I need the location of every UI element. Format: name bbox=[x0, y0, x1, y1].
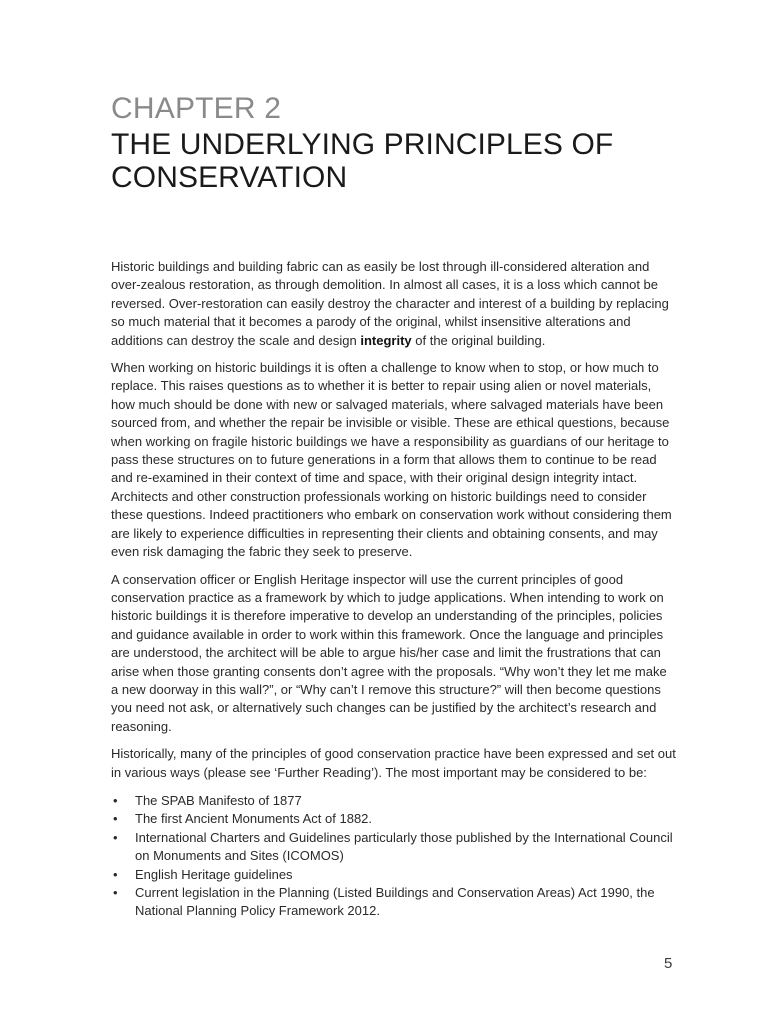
bullet-icon: • bbox=[113, 866, 118, 882]
list-item bbox=[111, 829, 677, 866]
paragraph-framework: A conservation officer or English Heritage inspector will use the current principles of good conservation practice as a framework by which to judge applications. When intending to work on historic buildings it is therefore imperative to develop an understanding of the principles, policies and guidance available in order to work within this framework. Once the language and principles are understood, the architect will be able to argue his/her case and limit the frustrations that can arise when those granting consents don’t agree with the proposals. “Why won’t they let me make a new doorway in this wall?”, or “Why can’t I remove this structure?” will then become questions you need not ask, or alternatively such changes can be justified by the architect’s research and reasoning. bbox=[111, 571, 667, 734]
list-item bbox=[111, 866, 677, 884]
chapter-title bbox=[111, 128, 677, 194]
paragraph-intro-text: Historic buildings and building fabric can as easily be lost through ill-considered alteration and over-zealous restoration, as through demolition. In almost all cases, it is a loss which cannot be reversed. Over-restoration can easily destroy the character and interest of a building by replacing so much material that it becomes a parody of the original, whilst insensitive alterations and additions can destroy the scale and design bbox=[111, 259, 669, 348]
list-item-text: The first Ancient Monuments Act of 1882. bbox=[135, 811, 373, 827]
list-item bbox=[111, 884, 677, 921]
list-item bbox=[111, 792, 677, 810]
chapter-title-line-2: CONSERVATION bbox=[111, 161, 348, 194]
bullet-icon: • bbox=[113, 792, 118, 808]
list-item bbox=[111, 810, 677, 828]
list-item-text: Current legislation in the Planning (Listed Buildings and Conservation Areas) Act 1990, the National Planning Policy Framework 2012. bbox=[135, 885, 655, 919]
body-text bbox=[111, 258, 677, 921]
principles-list bbox=[111, 792, 677, 921]
bullet-icon: • bbox=[113, 885, 118, 900]
paragraph-intro bbox=[111, 258, 677, 350]
list-item-text: International Charters and Guidelines particularly those published by the International Council on Monuments and Sites (ICOMOS) bbox=[135, 829, 673, 864]
paragraph-ethics: When working on historic buildings it is often a challenge to know when to stop, or how much to replace. This raises questions as to whether it is better to repair using alien or novel materials, how much should be done with new or salvaged materials, where salvaged materials have been sourced from, and whether the repair be invisible or visible. These are ethical questions, because when working on fragile historic buildings we have a responsibility as guardians of our heritage to pass these structures on to future generations in a form that allows them to continue to be read and re-examined in their context of time and space, with their original design integrity intact. Architects and other construction professionals working on historic buildings need to consider these questions. Indeed practitioners who embark on conservation work without considering them are likely to experience difficulties in representing their clients and obtaining consents, and may even risk damaging the fabric they seek to preserve. bbox=[111, 360, 672, 560]
list-item-text: The SPAB Manifesto of 1877 bbox=[135, 792, 302, 808]
page-number: 5 bbox=[664, 955, 673, 972]
page-content bbox=[111, 92, 677, 921]
chapter-title-line-1: THE UNDERLYING PRINCIPLES OF bbox=[111, 128, 614, 161]
chapter-label: CHAPTER 2 bbox=[111, 92, 282, 125]
list-item-text: English Heritage guidelines bbox=[135, 866, 293, 882]
paragraph-intro-end: of the original building. bbox=[411, 332, 546, 348]
paragraph-history: Historically, many of the principles of good conservation practice have been expressed and set out in various ways (please see ‘Further Reading’). The most important may be considered to be: bbox=[111, 746, 676, 780]
bullet-icon: • bbox=[113, 811, 118, 827]
integrity-term: integrity bbox=[360, 332, 412, 348]
bullet-icon: • bbox=[113, 829, 118, 845]
